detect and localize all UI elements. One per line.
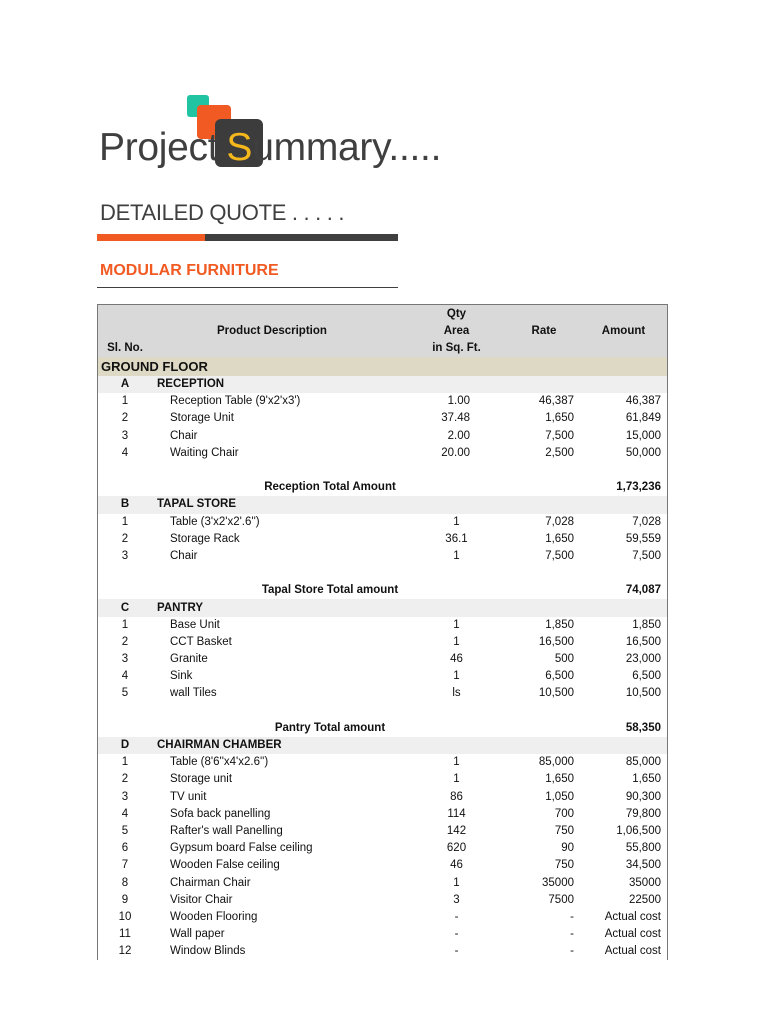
item-sl-no: 4 [121, 446, 129, 459]
item-sl-no: 12 [118, 945, 132, 958]
table-row [98, 823, 667, 840]
item-amount: 61,849 [625, 412, 661, 425]
item-rate: 46,387 [538, 395, 574, 408]
item-rate: 10,500 [538, 687, 574, 700]
title-part-summary: ummary..... [252, 126, 442, 169]
item-qty: ls [452, 687, 461, 700]
section-total-label: Pantry Total amount [274, 721, 386, 734]
item-qty: 1 [453, 773, 460, 786]
item-qty: 620 [446, 842, 467, 855]
table-row [98, 789, 667, 806]
table-row [98, 754, 667, 771]
section-total-label: Reception Total Amount [264, 481, 396, 494]
item-qty: 1 [453, 876, 460, 889]
table-row [98, 393, 667, 410]
section-heading: MODULAR FURNITURE [100, 262, 279, 279]
item-amount: 35000 [629, 876, 661, 889]
item-qty: 114 [447, 807, 466, 820]
section-row [98, 737, 667, 754]
item-rate: 7,500 [545, 549, 574, 562]
item-sl-no: 6 [121, 842, 129, 855]
item-rate: 500 [554, 653, 574, 666]
item-sl-no: 5 [121, 824, 129, 837]
section-total-row [98, 720, 667, 737]
item-description: Chair [170, 429, 198, 442]
spacer-cell [98, 703, 667, 720]
item-rate: 90 [561, 842, 574, 855]
section-id: C [98, 599, 152, 616]
header-sq-ft: in Sq. Ft. [432, 341, 481, 354]
floor-label: GROUND FLOOR [98, 357, 667, 376]
table-row [98, 892, 667, 909]
item-rate: 6,500 [545, 670, 574, 683]
section-total-amount: 58,350 [625, 721, 661, 734]
table-row [98, 857, 667, 874]
total-empty-cell [98, 479, 152, 496]
table-row [98, 685, 667, 702]
item-amount: 22500 [629, 893, 661, 906]
quote-table-body [98, 305, 667, 960]
item-description: Gypsum board False ceiling [170, 842, 313, 855]
item-sl-no: 1 [121, 515, 129, 528]
table-row [98, 548, 667, 565]
total-empty-cell [98, 582, 152, 599]
item-sl-no: 7 [121, 859, 129, 872]
item-description: Wall paper [170, 928, 225, 941]
item-amount: 34,500 [625, 859, 661, 872]
item-amount: Actual cost [604, 928, 661, 941]
header-rate: Rate [508, 305, 580, 357]
item-description: Rafter's wall Panelling [170, 824, 283, 837]
item-amount: 50,000 [625, 446, 661, 459]
item-rate: 1,050 [545, 790, 574, 803]
item-rate: - [570, 945, 574, 958]
table-row [98, 514, 667, 531]
item-description: Waiting Chair [170, 446, 239, 459]
table-row [98, 806, 667, 823]
title-part-project: Project [99, 126, 219, 169]
item-sl-no: 10 [118, 910, 132, 923]
section-id: D [98, 737, 152, 754]
item-sl-no: 1 [121, 395, 129, 408]
item-qty: 20.00 [441, 446, 470, 459]
item-amount: 10,500 [625, 687, 661, 700]
total-empty-cell [508, 479, 580, 496]
item-qty: - [454, 910, 459, 923]
item-rate: 2,500 [545, 446, 574, 459]
item-sl-no: 1 [121, 618, 129, 631]
item-amount: 90,300 [625, 790, 661, 803]
item-sl-no: 4 [121, 670, 129, 683]
table-row [98, 445, 667, 462]
item-sl-no: 2 [121, 773, 129, 786]
section-total-amount: 1,73,236 [616, 481, 661, 494]
section-row [98, 496, 667, 513]
item-sl-no: 5 [121, 687, 129, 700]
item-rate: 7,028 [545, 515, 574, 528]
item-qty: 37.48 [441, 412, 470, 425]
section-name: TAPAL STORE [152, 496, 667, 513]
item-description: CCT Basket [170, 635, 232, 648]
section-row [98, 376, 667, 393]
item-description: Visitor Chair [170, 893, 233, 906]
item-amount: 7,500 [632, 549, 661, 562]
item-sl-no: 2 [121, 412, 129, 425]
table-row [98, 428, 667, 445]
item-sl-no: 8 [121, 876, 129, 889]
item-amount: 7,028 [632, 515, 661, 528]
item-qty: 1 [453, 549, 460, 562]
item-sl-no: 11 [119, 928, 131, 941]
item-sl-no: 1 [121, 756, 129, 769]
item-description: Sofa back panelling [170, 807, 271, 820]
item-amount: 1,850 [632, 618, 661, 631]
item-amount: 6,500 [632, 670, 661, 683]
item-rate: 7500 [548, 893, 574, 906]
underline-dark [205, 234, 398, 241]
section-name: PANTRY [152, 599, 667, 616]
item-description: Sink [170, 670, 193, 683]
section-id: A [98, 376, 152, 393]
table-row [98, 617, 667, 634]
subtitle: DETAILED QUOTE . . . . . [100, 200, 345, 225]
item-amount: 1,650 [632, 773, 661, 786]
table-row [98, 668, 667, 685]
underline-orange [97, 234, 205, 241]
item-sl-no: 3 [121, 549, 129, 562]
table-row [98, 943, 667, 960]
item-amount: 15,000 [625, 429, 661, 442]
table-header-row [98, 305, 667, 357]
item-sl-no: 4 [121, 807, 129, 820]
item-amount: Actual cost [604, 910, 661, 923]
item-amount: 55,800 [625, 842, 661, 855]
item-sl-no: 3 [121, 790, 129, 803]
item-rate: 1,650 [545, 412, 574, 425]
item-sl-no: 2 [121, 635, 129, 648]
quote-table [98, 305, 667, 960]
item-qty: - [454, 945, 459, 958]
item-description: wall Tiles [170, 687, 217, 700]
item-amount: 85,000 [625, 756, 661, 769]
item-rate: - [570, 910, 574, 923]
item-amount: 23,000 [625, 653, 661, 666]
table-row [98, 840, 667, 857]
item-description: Granite [170, 653, 208, 666]
table-row [98, 410, 667, 427]
section-name: CHAIRMAN CHAMBER [152, 737, 667, 754]
item-description: Wooden Flooring [170, 910, 258, 923]
item-amount: 59,559 [625, 532, 661, 545]
item-rate: 1,850 [545, 618, 574, 631]
item-description: Storage unit [170, 773, 233, 786]
spacer-cell [98, 462, 667, 479]
item-description: Base Unit [170, 618, 220, 631]
item-qty: 1 [453, 756, 460, 769]
section-total-label: Tapal Store Total amount [261, 584, 399, 597]
item-amount: 79,800 [625, 807, 661, 820]
item-rate: 7,500 [545, 429, 574, 442]
item-rate: - [570, 928, 574, 941]
table-row [98, 651, 667, 668]
total-empty-cell [508, 720, 580, 737]
item-qty: 1 [453, 618, 460, 631]
table-row [98, 531, 667, 548]
item-sl-no: 3 [121, 653, 129, 666]
section-row [98, 599, 667, 616]
item-description: Table (8'6''x4'x2.6'') [170, 756, 269, 769]
item-qty: 46 [450, 859, 463, 872]
item-amount: 1,06,500 [616, 824, 661, 837]
header-sl-no: Sl. No. [98, 305, 152, 357]
item-amount: 16,500 [625, 635, 661, 648]
page-title [99, 122, 441, 174]
item-description: Storage Unit [170, 412, 234, 425]
item-sl-no: 9 [121, 893, 129, 906]
section-total-row [98, 479, 667, 496]
subtitle-underline [97, 234, 398, 241]
item-qty: - [454, 928, 459, 941]
item-qty: 1.00 [447, 395, 470, 408]
item-rate: 16,500 [538, 635, 574, 648]
header-qty-area [405, 305, 508, 357]
section-name: RECEPTION [152, 376, 667, 393]
item-description: Table (3'x2'x2'.6'') [170, 515, 260, 528]
item-rate: 750 [554, 824, 574, 837]
header-amount: Amount [580, 305, 667, 357]
table-row [98, 874, 667, 891]
item-qty: 1 [453, 635, 460, 648]
item-description: Wooden False ceiling [170, 859, 280, 872]
item-description: Chair [170, 549, 198, 562]
item-qty: 86 [450, 790, 463, 803]
section-total-amount: 74,087 [625, 584, 661, 597]
section-divider [97, 287, 398, 288]
item-qty: 1 [453, 670, 460, 683]
spacer-cell [98, 565, 667, 582]
spacer-row [98, 462, 667, 479]
header-area: Area [443, 324, 470, 337]
total-empty-cell [508, 582, 580, 599]
item-description: TV unit [170, 790, 207, 803]
item-qty: 2.00 [447, 429, 470, 442]
header-product-description: Product Description [152, 305, 405, 357]
table-row [98, 634, 667, 651]
spacer-row [98, 703, 667, 720]
item-qty: 46 [450, 653, 463, 666]
item-rate: 35000 [542, 876, 574, 889]
title-letter-s: S [226, 126, 253, 169]
table-row [98, 926, 667, 943]
floor-row [98, 357, 667, 376]
item-rate: 1,650 [545, 532, 574, 545]
section-id: B [98, 496, 152, 513]
item-description: Window Blinds [170, 945, 246, 958]
item-rate: 750 [554, 859, 574, 872]
item-amount: Actual cost [604, 945, 661, 958]
item-qty: 36.1 [445, 532, 468, 545]
item-rate: 700 [554, 807, 574, 820]
header-qty: Qty [446, 307, 467, 320]
item-rate: 85,000 [538, 756, 574, 769]
item-qty: 3 [453, 893, 460, 906]
item-qty: 1 [453, 515, 460, 528]
section-total-row [98, 582, 667, 599]
item-sl-no: 3 [121, 429, 129, 442]
item-sl-no: 2 [121, 532, 129, 545]
item-amount: 46,387 [625, 395, 661, 408]
quote-table-frame [97, 304, 668, 960]
item-description: Chairman Chair [170, 876, 251, 889]
total-empty-cell [98, 720, 152, 737]
item-description: Reception Table (9'x2'x3') [170, 395, 301, 408]
table-row [98, 909, 667, 926]
table-row [98, 771, 667, 788]
item-qty: 142 [446, 824, 467, 837]
spacer-row [98, 565, 667, 582]
item-description: Storage Rack [170, 532, 240, 545]
item-rate: 1,650 [545, 773, 574, 786]
